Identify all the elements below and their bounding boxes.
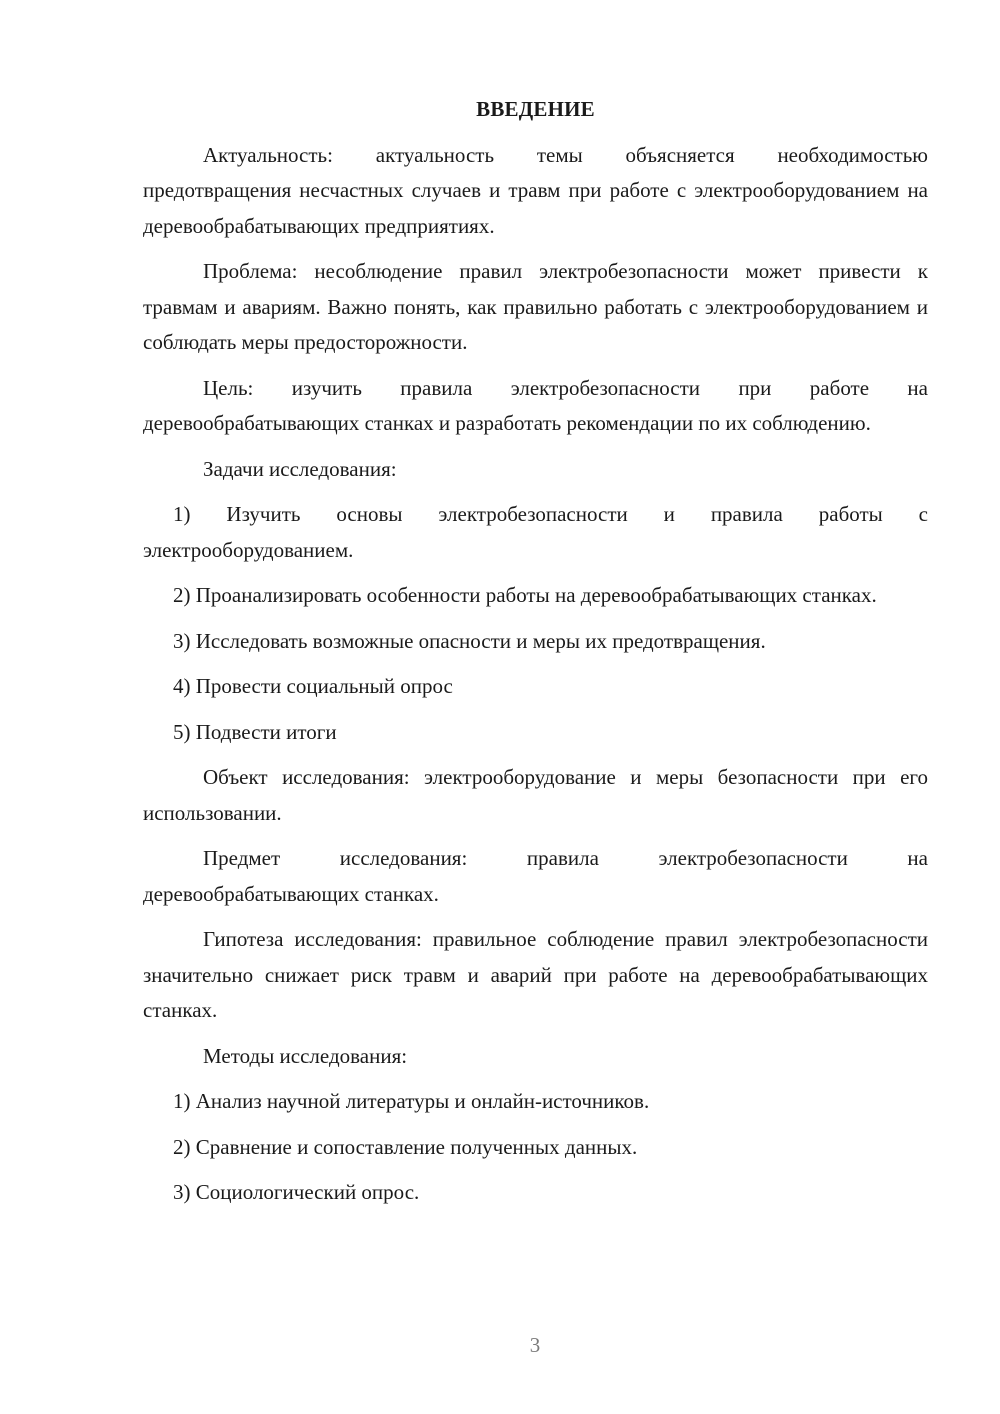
list-item: 3) Социологический опрос. [173,1180,420,1204]
relevance-paragraph: Актуальность: актуальность темы объясняется необходимостью предотвращения несчастных случаев и травм при работе с электрооборудованием на деревообрабатывающих предприятиях. [143,142,928,238]
tasks-heading: Задачи исследования: [203,456,397,481]
page-title: ВВЕДЕНИЕ [476,97,595,121]
problem-paragraph: Проблема: несоблюдение правил электробезопасности может привести к травмам и авариям. Важно понять, как правильно работать с электрооборудованием и соблюдать меры предосторожности. [143,259,928,354]
list-item: 1) Изучить основы электробезопасности и правила работы с электрооборудованием. [143,502,928,562]
list-item: 2) Сравнение и сопоставление полученных данных. [173,1134,638,1159]
hypothesis-paragraph: Гипотеза исследования: правильное соблюдение правил электробезопасности значительно снижает риск травм и аварий при работе на деревообрабатывающих станках. [143,927,928,1022]
list-item: 5) Подвести итоги [173,719,337,744]
object-paragraph: Объект исследования: электрооборудование и меры безопасности при его использовании. [143,765,928,825]
methods-list [143,1084,928,1211]
list-item: 3) Исследовать возможные опасности и меры их предотвращения. [173,628,766,653]
subject-paragraph: Предмет исследования: правила электробезопасности на деревообрабатывающих станках. [143,846,928,906]
methods-heading: Методы исследования: [203,1043,408,1068]
goal-paragraph: Цель: изучить правила электробезопасности при работе на деревообрабатывающих станках и разработать рекомендации по их соблюдению. [143,375,928,435]
tasks-list [143,497,928,750]
list-item: 2) Проанализировать особенности работы на деревообрабатывающих станках. [173,583,877,607]
document-page [143,92,928,1221]
list-item: 1) Анализ научной литературы и онлайн-источников. [173,1089,650,1113]
page-number: 3 [529,1333,541,1357]
list-item: 4) Провести социальный опрос [173,674,453,698]
